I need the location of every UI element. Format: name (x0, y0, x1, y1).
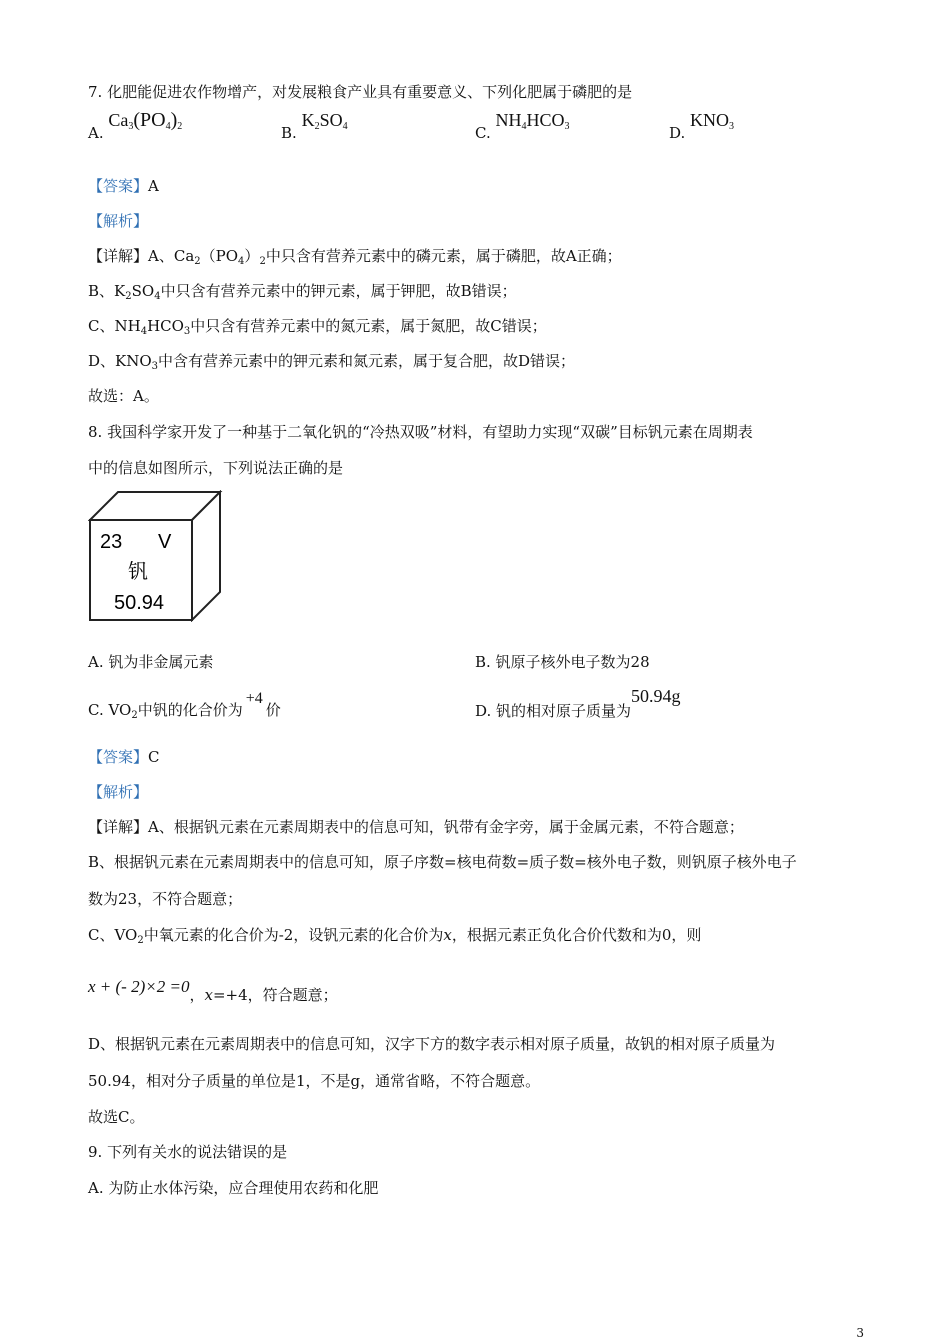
q7-option-a-formula: $Ca_3(PO_4)_2$ (108, 109, 183, 132)
q8-option-b[interactable]: B. 钒原子核外电子数为28 (475, 653, 650, 671)
q8-conclusion: 故选C。 (88, 1108, 145, 1126)
q7-stem: 7. 化肥能促进农作物增产，对发展粮食产业具有重要意义、下列化肥属于磷肥的是 (88, 83, 633, 101)
q9-stem: 9. 下列有关水的说法错误的是 (88, 1143, 288, 1161)
q7-option-a[interactable]: A. $Ca_3(PO_4)_2$ (88, 109, 183, 142)
q7-option-c-formula: $NH_4HCO_3$ (495, 110, 570, 132)
q8-analysis-tag: 【解析】 (88, 783, 149, 801)
q8-detail-c: C、$VO_2$中氧元素的化合价为-2，设钒元素的化合价为x，根据元素正负化合价代数和为0，则 (88, 926, 702, 946)
q8-detail-b-line2: 数为23，不符合题意； (88, 890, 243, 908)
element-symbol: V (158, 531, 172, 553)
q8-detail-d-line2: 50.94，相对分子质量的单位是1，不是g，通常省略，不符合题意。 (88, 1072, 541, 1090)
q7-option-d-formula: $KNO_3$ (690, 110, 735, 132)
q7-detail-a: 【详解】A、$Ca_2(PO_4)_2$中只含有营养元素中的磷元素，属于磷肥，故A正确； (88, 247, 622, 267)
q8-stem-line1: 8. 我国科学家开发了一种基于二氧化钒的“冷热双吸”材料，有望助力实现“双碳”目标钒元素在周期表 (88, 423, 753, 441)
q7-option-b-formula: $K_2SO_4$ (301, 110, 348, 132)
q8-answer: 【答案】C (88, 748, 160, 766)
q8-stem-line2: 中的信息如图所示，下列说法正确的是 (88, 459, 344, 477)
q9-option-a[interactable]: A. 为防止水体污染，应合理使用农药和化肥 (88, 1179, 379, 1197)
q7-detail-d: D、$KNO_3$中含有营养元素中的钾元素和氮元素，属于复合肥，故D错误； (88, 352, 576, 372)
q8-option-a[interactable]: A. 钒为非金属元素 (88, 653, 214, 671)
q8-option-d[interactable]: D. 钒的相对原子质量为50.94g (475, 686, 681, 720)
vanadium-element-cube (88, 490, 224, 622)
element-atomic-mass: 50.94 (114, 592, 165, 614)
q7-analysis-tag: 【解析】 (88, 212, 149, 230)
q7-detail-c: C、$NH_4HCO_3$中只含有营养元素中的氮元素，属于氮肥，故C错误； (88, 317, 547, 337)
page-number: 3 (856, 1326, 864, 1340)
q7-conclusion: 故选：A。 (88, 387, 159, 405)
q8-detail-b-line1: B、根据钒元素在元素周期表中的信息可知，原子序数=核电荷数=质子数=核外电子数，则钒原子核外电子 (88, 853, 797, 871)
q8-detail-d-line1: D、根据钒元素在元素周期表中的信息可知，汉字下方的数字表示相对原子质量，故钒的相对原子质量为 (88, 1035, 776, 1053)
q7-option-b[interactable]: B. $K_2SO_4$ (281, 110, 348, 142)
element-atomic-number: 23 (100, 531, 123, 553)
q8-equation-line: x + (- 2)×2 =0，x=+4，符合题意； (88, 977, 338, 1004)
element-name: 钒 (128, 561, 148, 583)
q7-answer: 【答案】A (88, 177, 159, 195)
q8-detail-a: 【详解】A、根据钒元素在元素周期表中的信息可知，钒带有金字旁，属于金属元素，不符合题意； (88, 818, 744, 836)
q7-option-c[interactable]: C. $NH_4HCO_3$ (475, 110, 570, 142)
q7-detail-b: B、$K_2SO_4$中只含有营养元素中的钾元素，属于钾肥，故B错误； (88, 282, 517, 302)
q7-option-d[interactable]: D. $KNO_3$ (669, 110, 735, 142)
q8-option-c[interactable]: C. $VO_2$中钒的化合价为+4价 (88, 690, 281, 721)
q8-equation: x + (- 2)×2 =0 (88, 977, 190, 996)
